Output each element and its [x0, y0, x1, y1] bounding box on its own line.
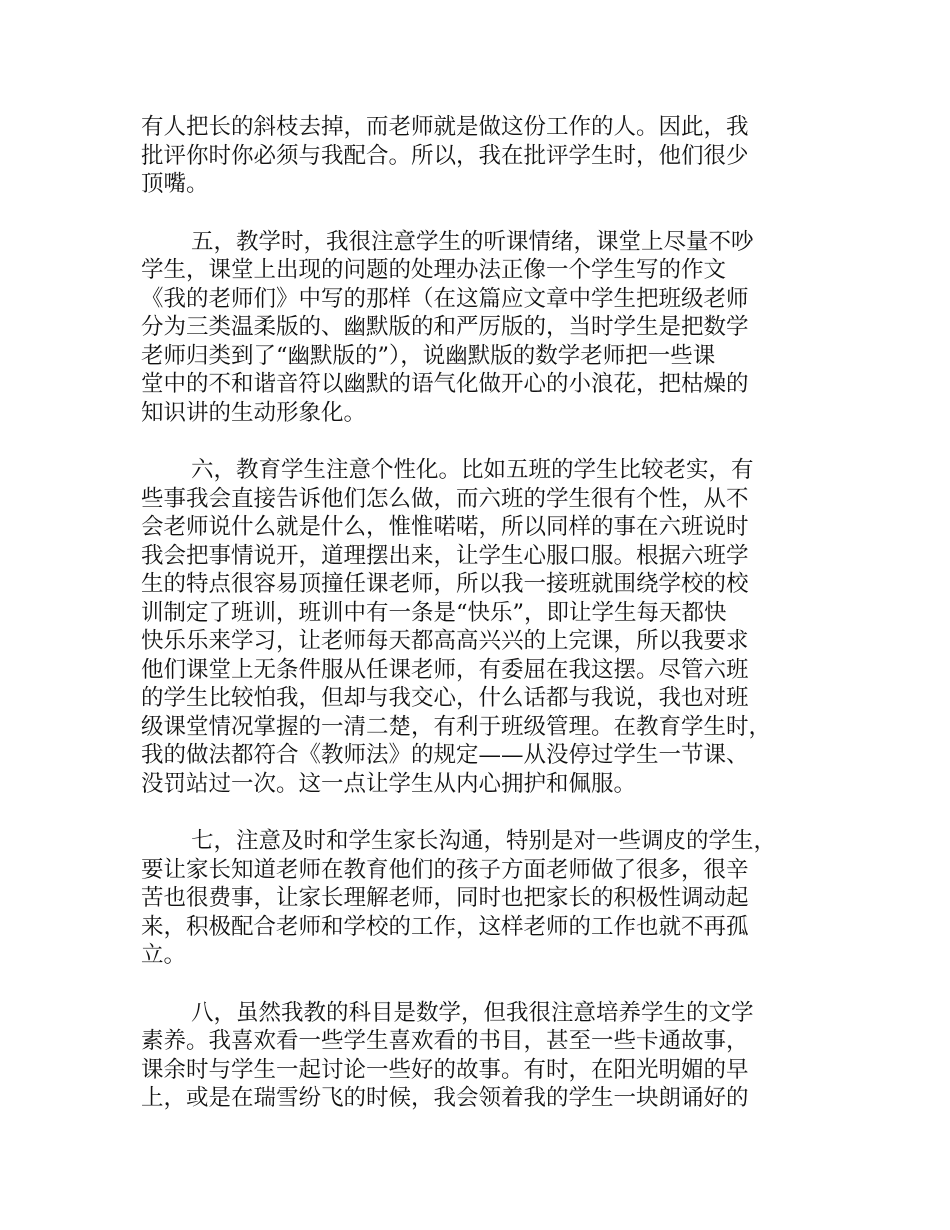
- text-line: 《我的老师们》中写的那样（在这篇应文章中学生把班级老师: [141, 285, 749, 312]
- text-line: 分为三类温柔版的、幽默版的和严厉版的，当时学生是把数学: [141, 314, 749, 340]
- text-line: 堂中的不和谐音符以幽默的语气化做开心的小浪花，把枯燥的: [141, 371, 749, 397]
- text-line: 快乐乐来学习，让老师每天都高高兴兴的上完课，所以我要求: [141, 628, 749, 654]
- paragraph-six: [141, 456, 831, 798]
- paragraph-spacer: [141, 427, 831, 456]
- text-line: 我会把事情说开，道理摆出来，让学生心服口服。根据六班学: [141, 542, 749, 569]
- text-line: 老师归类到了“幽默版的”），说幽默版的数学老师把一些课: [141, 342, 716, 369]
- paragraph-spacer: [141, 798, 831, 827]
- text-line: 要让家长知道老师在教育他们的孩子方面老师做了很多，很辛: [141, 856, 749, 883]
- text-line: 批评你时你必须与我配合。所以，我在批评学生时，他们很少: [141, 142, 749, 169]
- text-line: 八，虽然我教的科目是数学，但我很注意培养学生的文学: [191, 999, 754, 1026]
- text-line: 七，注意及时和学生家长沟通，特别是对一些调皮的学生，: [191, 828, 777, 854]
- text-line: 他们课堂上无条件服从任课老师，有委屈在我这摆。尽管六班: [141, 656, 749, 683]
- paragraph-seven: [141, 827, 831, 970]
- text-line: 我的做法都符合《教师法》的规定——从没停过学生一节课、: [141, 742, 749, 768]
- text-line: 苦也很费事，让家长理解老师，同时也把家长的积极性调动起: [141, 885, 749, 911]
- text-line: 五，教学时，我很注意学生的听课情绪，课堂上尽量不吵: [191, 228, 754, 255]
- paragraph-five: [141, 228, 831, 428]
- text-line: 立。: [141, 942, 187, 968]
- paragraph-spacer: [141, 199, 831, 228]
- text-line: 没罚站过一次。这一点让学生从内心拥护和佩服。: [141, 770, 637, 797]
- text-line: 课余时与学生一起讨论一些好的故事。有时，在阳光明媚的早: [141, 1056, 749, 1083]
- text-line: 知识讲的生动形象化。: [141, 399, 367, 426]
- text-line: 级课堂情况掌握的一清二楚，有利于班级管理。在教育学生时，: [141, 713, 772, 740]
- paragraph-spacer: [141, 970, 831, 999]
- text-line: 训制定了班训，班训中有一条是“快乐”，即让学生每天都快: [141, 599, 727, 626]
- paragraph-continuation: [141, 113, 831, 199]
- text-line: 学生，课堂上出现的问题的处理办法正像一个学生写的作文: [141, 257, 727, 283]
- text-line: 素养。我喜欢看一些学生喜欢看的书目，甚至一些卡通故事，: [141, 1028, 749, 1054]
- text-line: 六，教育学生注意个性化。比如五班的学生比较老实，有: [191, 457, 754, 483]
- text-line: 生的特点很容易顶撞任课老师，所以我一接班就围绕学校的校: [141, 571, 749, 597]
- text-line: 上，或是在瑞雪纷飞的时候，我会领着我的学生一块朗诵好的: [141, 1085, 749, 1111]
- text-line: 顶嘴。: [141, 171, 209, 197]
- document-body: [141, 113, 831, 1113]
- text-line: 来，积极配合老师和学校的工作，这样老师的工作也就不再孤: [141, 913, 749, 940]
- text-line: 会老师说什么就是什么，惟惟喏喏，所以同样的事在六班说时: [141, 514, 749, 540]
- paragraph-eight: [141, 999, 831, 1113]
- text-line: 有人把长的斜枝去掉，而老师就是做这份工作的人。因此，我: [141, 114, 749, 140]
- text-line: 些事我会直接告诉他们怎么做，而六班的学生很有个性，从不: [141, 485, 749, 512]
- text-line: 的学生比较怕我，但却与我交心，什么话都与我说，我也对班: [141, 685, 749, 711]
